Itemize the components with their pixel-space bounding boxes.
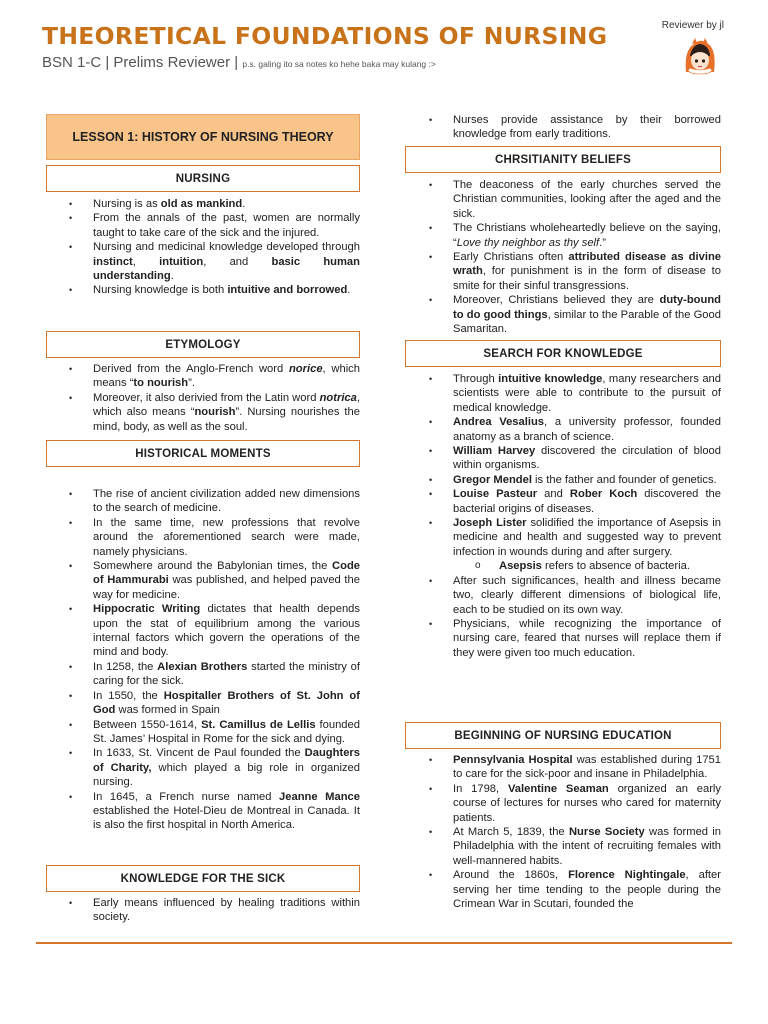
text-run: In 1258, the [93,660,158,673]
text-run: Physicians, while recognizing the importance of nursing care, feared that nurses will replace them if they were given too much education. [453,617,721,659]
list-etymology [93,362,360,434]
text-run: was formed in Philadelphia with the intent of recruiting females with well-mannered habits. [453,826,721,867]
list-item [93,391,360,434]
text-run: , [132,255,160,268]
text-run: ”. Nursing nourishes the mind, body, as well as the soul. [93,406,360,433]
bottom-divider [36,942,732,944]
text-run: Daughters of Charity, [93,747,360,774]
text-run: After such significances, health and illness became two, clearly different dimensions of biological life, each to be studied on its own way. [453,574,721,616]
text-run: was established during 1751 to care for the sick-poor and insane in Philadelphia. [453,754,721,781]
text-run: Code of Hammurabi [93,560,360,587]
list-item [453,415,721,444]
text-run: basic human understanding [93,255,360,283]
text-run: From the annals of the past, women are normally taught to take care of the sick and the injured. [93,212,360,239]
text-run: In 1633, St. Vincent de Paul founded the [93,747,305,760]
text-run: William Harvey [453,445,536,458]
page-header [42,18,732,88]
text-run: discovered the circulation of blood within organisms. [453,445,721,472]
text-run: intuitive knowledge [498,373,603,385]
text-run: , which means “ [93,363,360,390]
list-nursing [93,197,360,298]
list-item [453,868,721,911]
text-run: nourish [194,406,236,419]
list-item [93,718,360,747]
text-run: In 1645, a French nurse named [93,790,280,803]
text-run: Nursing knowledge is both [93,284,228,297]
text-run: St. Camillus de Lellis [201,718,316,731]
section-knowledge-for-the-sick: KNOWLEDGE FOR THE SICK [46,865,360,892]
text-run: . [347,284,351,297]
text-run: Nurses provide assistance by their borrowed knowledge from early traditions. [453,114,721,141]
text-run: Joseph Lister [453,517,527,530]
section-etymology: ETYMOLOGY [46,331,360,358]
subtitle-text: BSN 1-C | Prelims Reviewer | [42,54,239,71]
text-run: Gregor Mendel [453,473,532,486]
text-run: instinct [93,255,133,268]
list-item [453,293,721,336]
text-run: which played a big role in organized nursing. [93,761,360,789]
text-run: intuition [159,255,204,268]
text-run: In 1798, [453,782,508,795]
text-run: The Christians wholeheartedly believe on the saying, “ [453,222,721,249]
text-run: Through [453,373,499,385]
list-right-intro [453,113,721,142]
text-run: In the same time, new professions that revolve around the aforementioned search were made, namely physicians. [93,516,360,558]
list-item [93,362,360,391]
reviewer-credit: Reviewer by jl [661,20,724,31]
page-subtitle [42,54,436,71]
text-run: old as mankind [160,198,243,210]
list-item [453,516,721,559]
section-historical-moments: HISTORICAL MOMENTS [46,440,360,467]
subtitle-note: p.s. galing ito sa notes ko hehe baka may kulang :> [242,59,436,69]
text-run: established the Hotel-Dieu de Montreal in Canada. It is also the first hospital in North America. [93,804,360,832]
text-run: to nourish [133,377,189,390]
list-item [93,211,360,240]
text-run: started the ministry of caring for the sick. [93,660,360,688]
list-item [453,487,721,516]
text-run: The rise of ancient civilization added new dimensions to the search of medicine. [93,488,360,515]
list-christianity-beliefs [453,178,721,336]
text-run: ”. [188,377,195,390]
list-item [93,197,360,211]
text-run: Early means influenced by healing traditions within society. [93,897,360,924]
text-run: and [537,488,570,501]
text-run: At March 5, 1839, the [453,826,569,839]
text-run: duty-bound to do good things [453,294,721,321]
list-item [453,473,721,487]
text-run: , after serving her time tending to the people during the Crimean War in Scutari, founded the [453,869,721,911]
text-run: Moreover, Christians believed they are [453,294,660,307]
text-run: .” [599,236,606,249]
list-knowledge-for-the-sick [93,896,360,925]
text-run: Jeanne Mance [279,790,361,803]
list-item [453,782,721,825]
section-beginning-of-nursing-education: BEGINNING OF NURSING EDUCATION [405,722,721,749]
text-run: Somewhere around the Babylonian times, the [93,560,333,573]
text-run: founded St. James’ Hospital in Rome for the sick and dying. [93,718,360,745]
text-run: Between 1550-1614, [93,718,202,731]
text-run: . [242,198,246,210]
list-item [453,574,721,617]
text-run: is the father and founder of genetics. [531,473,717,486]
text-run: , which also means “ [93,391,360,419]
text-run: attributed disease as divine wrath [453,251,722,278]
text-run: Andrea Vesalius [453,416,545,429]
text-run: Love thy neighbor as thy self [456,236,600,249]
text-run: Louise Pasteur [453,488,538,501]
list-item [453,444,721,473]
text-run: Florence Nightingale [568,869,686,882]
text-run: refers to absence of bacteria. [541,560,690,573]
list-item [453,178,721,221]
list-item [93,516,360,559]
text-run: Nursing and medicinal knowledge developed through [93,241,360,254]
list-item [93,689,360,718]
avatar-illustration [680,36,720,76]
text-run: dictates that health depends upon the stat of equilibrium among the various internal factors which govern the operations of the mind and body. [93,603,360,659]
text-run: Asepsis [499,560,542,573]
list-item [93,487,360,516]
text-run: , many researchers and scientists were able to contribute to the pursuit of medical knowledge. [453,373,721,414]
list-item [453,825,721,868]
text-run: Rober Koch [569,488,638,501]
lesson-heading: LESSON 1: HISTORY OF NURSING THEORY [46,114,360,160]
text-run: , for punishment is in the form of disease to smite for their sinful transgressions. [453,265,721,292]
text-run: In 1550, the [93,689,164,702]
text-run: , a university professor, founded anatomy as a branch of science. [453,416,721,443]
list-item [93,283,360,297]
text-run: Nurse Society [568,826,645,839]
list-item [453,617,721,660]
text-run: organized an early course of lectures for nurses who cared for maternity patients. [453,782,722,824]
list-search-for-knowledge [453,372,721,660]
list-item [93,746,360,789]
text-run: Derived from the Anglo-French word [93,363,289,375]
page-title: THEORETICAL FOUNDATIONS OF NURSING [42,22,608,50]
text-run: The deaconess of the early churches served the Christian communities, looking after the aged and the sick. [453,179,721,220]
text-run: . [170,270,174,283]
text-run: Hippocratic Writing [93,603,201,616]
list-item [453,372,721,415]
list-item [453,250,721,293]
text-run: was formed in Spain [115,704,220,717]
section-search-for-knowledge: SEARCH FOR KNOWLEDGE [405,340,721,367]
text-run: norice [288,363,323,375]
text-run: , and [203,255,272,268]
list-item [93,790,360,833]
text-run: Hospitaller Brothers of St. John of God [93,689,360,717]
list-historical-moments [93,487,360,833]
text-run: Alexian Brothers [157,660,248,673]
text-run: Nursing is as [93,198,161,210]
list-item [93,602,360,660]
list-item [93,240,360,283]
text-run: , similar to the Parable of the Good Samaritan. [453,308,721,336]
section-christianity-beliefs: CHRSITIANITY BELIEFS [405,146,721,173]
list-item [93,559,360,602]
list-beginning-of-nursing-education [453,753,721,911]
text-run: was published, and helped paved the way for medicine. [93,574,360,601]
list-item [453,559,721,573]
text-run: Moreover, it also derivied from the Latin word [93,391,320,404]
text-run: Pennsylvania Hospital [453,754,573,766]
text-run: Around the 1860s, [453,869,569,882]
list-item [453,221,721,250]
section-nursing: NURSING [46,165,360,192]
text-run: Early Christians often [453,251,569,264]
list-item [453,753,721,782]
list-item [453,113,721,142]
text-run: discovered the bacterial origins of diseases. [453,488,721,515]
text-run: notrica [319,391,357,404]
text-run: Valentine Seaman [507,782,609,795]
list-item [93,660,360,689]
list-item [93,896,360,925]
text-run: intuitive and borrowed [227,284,348,297]
text-run: solidified the importance of Asepsis in medicine and health and suggested way to prevent infection in wounds during and after surgery. [453,517,721,558]
